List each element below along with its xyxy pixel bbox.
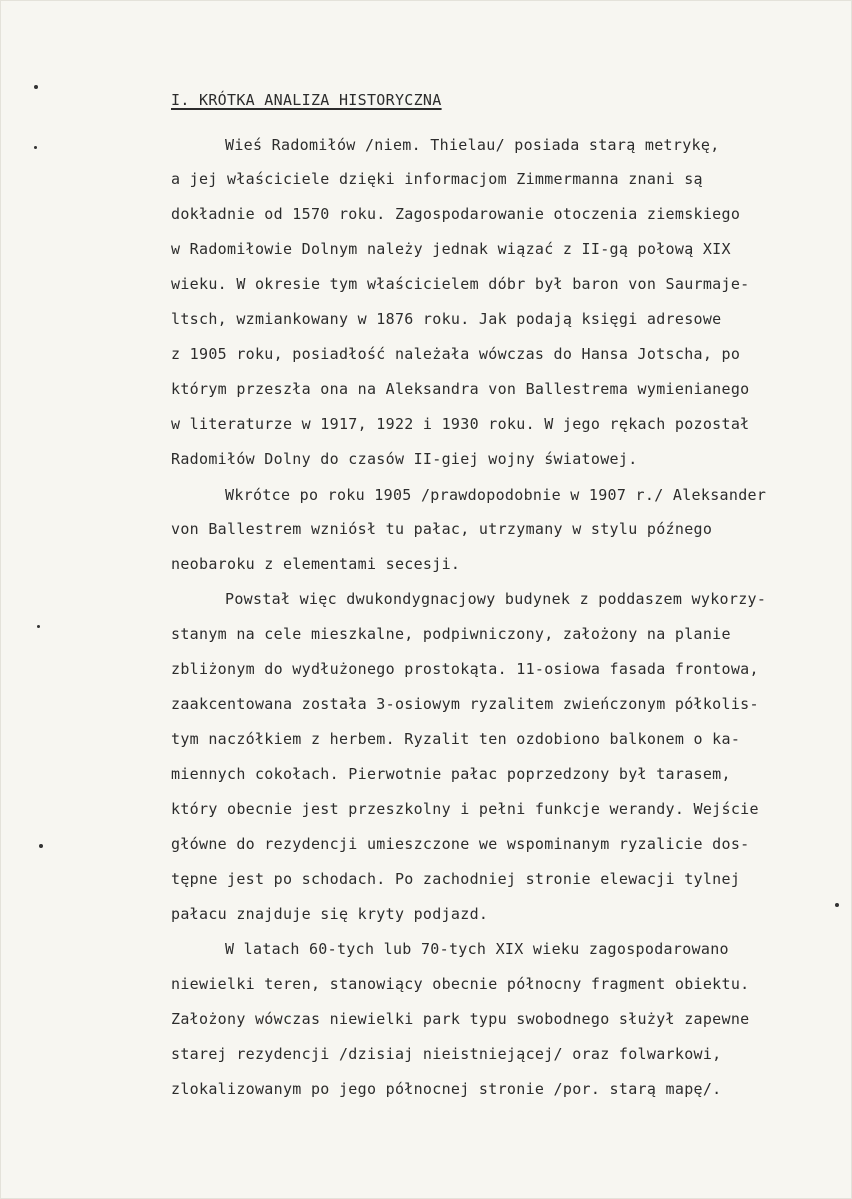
paragraph-line: zaakcentowana została 3-osiowym ryzalitem zwieńczonym półkolis-: [171, 695, 759, 713]
paragraph-line: a jej właściciele dzięki informacjom Zimmermanna znani są: [171, 170, 703, 188]
paragraph-line: w literaturze w 1917, 1922 i 1930 roku. W jego rękach pozostał: [171, 415, 750, 433]
margin-mark: [835, 903, 839, 907]
paragraph-line: neobaroku z elementami secesji.: [171, 555, 461, 573]
paragraph-line: dokładnie od 1570 roku. Zagospodarowanie otoczenia ziemskiego: [171, 205, 741, 223]
paragraph-line: W latach 60-tych lub 70-tych XIX wieku zagospodarowano: [225, 940, 729, 958]
paragraph-line: w Radomiłowie Dolnym należy jednak wiązać z II-gą połową XIX: [171, 240, 731, 258]
paragraph-line: Powstał więc dwukondygnacjowy budynek z poddaszem wykorzy-: [225, 590, 767, 608]
paragraph-line: Radomiłów Dolny do czasów II-giej wojny światowej.: [171, 450, 638, 468]
paragraph-line: niewielki teren, stanowiący obecnie północny fragment obiektu.: [171, 975, 750, 993]
paragraph-line: tym naczółkiem z herbem. Ryzalit ten ozdobiono balkonem o ka-: [171, 730, 741, 748]
paragraph-line: Wkrótce po roku 1905 /prawdopodobnie w 1907 r./ Aleksander: [225, 486, 767, 504]
paragraph-line: ltsch, wzmiankowany w 1876 roku. Jak podają księgi adresowe: [171, 310, 722, 328]
paragraph-line: którym przeszła ona na Aleksandra von Ballestrema wymienianego: [171, 380, 750, 398]
paragraph-line: który obecnie jest przeszkolny i pełni funkcje werandy. Wejście: [171, 800, 759, 818]
margin-mark: [39, 844, 43, 848]
paragraph-line: tępne jest po schodach. Po zachodniej stronie elewacji tylnej: [171, 870, 741, 888]
paragraph-line: Wieś Radomiłów /niem. Thielau/ posiada starą metrykę,: [225, 136, 720, 154]
paragraph-line: z 1905 roku, posiadłość należała wówczas do Hansa Jotscha, po: [171, 345, 741, 363]
paragraph-line: Założony wówczas niewielki park typu swobodnego służył zapewne: [171, 1010, 750, 1028]
paragraph-line: główne do rezydencji umieszczone we wspominanym ryzalicie dos-: [171, 835, 750, 853]
section-heading: I. KRÓTKA ANALIZA HISTORYCZNA: [171, 91, 442, 109]
paragraph-line: stanym na cele mieszkalne, podpiwniczony, założony na planie: [171, 625, 731, 643]
paragraph-line: starej rezydencji /dzisiaj nieistniejącej/ oraz folwarkowi,: [171, 1045, 722, 1063]
paragraph-line: wieku. W okresie tym właścicielem dóbr był baron von Saurmaje-: [171, 275, 750, 293]
paragraph-line: miennych cokołach. Pierwotnie pałac poprzedzony był tarasem,: [171, 765, 731, 783]
paragraph-line: zbliżonym do wydłużonego prostokąta. 11-osiowa fasada frontowa,: [171, 660, 759, 678]
typescript-body: [1, 1, 767, 1098]
paragraph-line: von Ballestrem wzniósł tu pałac, utrzymany w stylu późnego: [171, 520, 713, 538]
paragraph-line: zlokalizowanym po jego północnej stronie /por. starą mapę/.: [171, 1080, 722, 1098]
paragraph-line: pałacu znajduje się kryty podjazd.: [171, 905, 489, 923]
